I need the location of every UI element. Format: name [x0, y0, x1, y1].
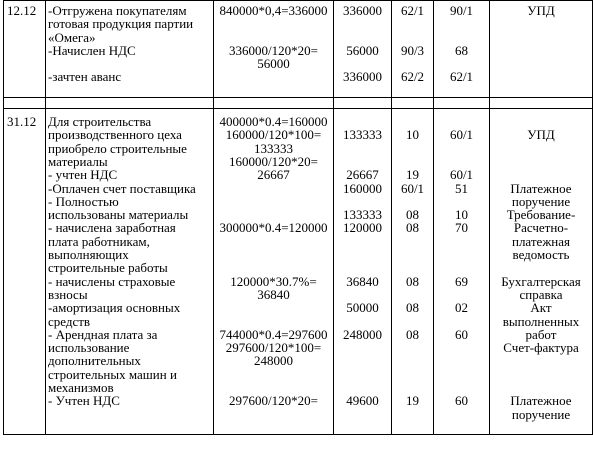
- debit-text: 08: [406, 300, 419, 316]
- operation-text: - Арендная плата за: [48, 326, 158, 342]
- operation-cell: [46, 109, 214, 435]
- operation-text: материалы: [48, 153, 108, 169]
- document-text: ведомость: [512, 247, 570, 263]
- debit-text: 90/3: [400, 42, 425, 58]
- blank-line: [392, 421, 433, 434]
- blank-line: [434, 31, 489, 44]
- blank-line: [334, 142, 391, 155]
- credit-text: 02: [455, 300, 468, 316]
- blank-line: [434, 408, 489, 421]
- amount-text: 120000: [343, 220, 382, 236]
- spacer-cell: [334, 98, 392, 109]
- blank-line: [392, 381, 433, 394]
- operation-text: приобрело строительные: [48, 140, 187, 156]
- blank-line: [334, 115, 391, 128]
- calculation-text: 744000*0.4=297600: [219, 326, 328, 342]
- operation-text: -Отгружена покупателям: [48, 3, 187, 18]
- debit-text: 60/1: [400, 180, 425, 196]
- debit-text: 19: [406, 167, 419, 183]
- amount-text: 160000: [343, 180, 382, 196]
- blank-line: [434, 354, 489, 367]
- blank-line: [214, 208, 333, 221]
- credit-text: 10: [455, 207, 468, 223]
- debit-text: 62/1: [400, 3, 425, 18]
- blank-line: [434, 288, 489, 301]
- calculation-text: 297600/120*20=: [229, 393, 318, 409]
- debit-text: 19: [406, 393, 419, 409]
- blank-line: [334, 288, 391, 301]
- credit-text: 62/1: [449, 69, 474, 85]
- calculation-cell: [214, 109, 334, 435]
- operation-text: Для строительства: [48, 114, 152, 130]
- blank-line: [392, 341, 433, 354]
- blank-line: [214, 182, 333, 195]
- credit-text: 70: [455, 220, 468, 236]
- date-cell: [4, 109, 46, 435]
- blank-line: [434, 142, 489, 155]
- blank-line: [490, 31, 592, 44]
- credit-text: 60/1: [449, 167, 474, 183]
- blank-line: [392, 408, 433, 421]
- blank-line: [434, 235, 489, 248]
- document-text: Платежное: [510, 180, 572, 196]
- document-text: Расчетно-: [513, 220, 569, 236]
- document-text: Акт: [530, 300, 552, 316]
- operation-text: - Учтен НДС: [48, 393, 120, 409]
- blank-line: [334, 235, 391, 248]
- blank-line: [214, 31, 333, 44]
- blank-line: [392, 142, 433, 155]
- blank-line: [334, 84, 391, 97]
- credit-cell: [434, 109, 490, 435]
- amount-cell: [334, 1, 392, 98]
- blank-line: [392, 31, 433, 44]
- blank-line: [490, 84, 592, 97]
- blank-line: [392, 354, 433, 367]
- blank-line: [214, 17, 333, 30]
- blank-line: [334, 31, 391, 44]
- blank-line: [490, 115, 592, 128]
- document-text: справка: [519, 286, 563, 302]
- document-text: УПД: [527, 127, 555, 143]
- date-cell: [4, 1, 46, 98]
- operation-text: дополнительных: [48, 353, 141, 369]
- date-text: 31.12: [7, 114, 37, 130]
- spacer-cell: [46, 98, 214, 109]
- calculation-text: 840000*0,4=336000: [219, 3, 328, 18]
- blank-line: [334, 195, 391, 208]
- blank-line: [490, 261, 592, 274]
- operation-text: -Оплачен счет поставщика: [48, 180, 196, 196]
- blank-line: [490, 168, 592, 181]
- calculation-text: 120000*30.7%=: [230, 273, 317, 289]
- operation-text: «Омега»: [48, 29, 96, 45]
- amount-text: 50000: [346, 300, 379, 316]
- blank-line: [434, 115, 489, 128]
- calculation-text: 248000: [254, 353, 293, 369]
- credit-text: 68: [455, 42, 468, 58]
- blank-line: [214, 315, 333, 328]
- row-spacer: [4, 98, 593, 109]
- document-cell: [490, 1, 593, 98]
- debit-text: 08: [406, 207, 419, 223]
- spacer-cell: [392, 98, 434, 109]
- amount-text: 248000: [343, 326, 382, 342]
- blank-line: [434, 368, 489, 381]
- blank-line: [392, 235, 433, 248]
- credit-text: 60: [455, 393, 468, 409]
- blank-line: [392, 315, 433, 328]
- amount-text: 36840: [346, 273, 379, 289]
- blank-line: [434, 155, 489, 168]
- calculation-text: 400000*0.4=160000: [219, 114, 328, 130]
- blank-line: [46, 408, 213, 421]
- blank-line: [392, 57, 433, 70]
- blank-line: [434, 17, 489, 30]
- blank-line: [334, 57, 391, 70]
- debit-text: 62/2: [400, 69, 425, 85]
- document-cell: [490, 109, 593, 435]
- blank-line: [46, 84, 213, 97]
- blank-line: [434, 248, 489, 261]
- debit-cell: [392, 1, 434, 98]
- operation-cell: [46, 1, 214, 98]
- document-text: Счет-фактура: [503, 340, 579, 356]
- blank-line: [46, 421, 213, 434]
- operation-text: - начислена заработная: [48, 220, 176, 236]
- calculation-text: 336000/120*20=: [229, 42, 318, 58]
- calculation-text: 133333: [254, 140, 293, 156]
- blank-line: [334, 408, 391, 421]
- blank-line: [434, 421, 489, 434]
- blank-line: [434, 341, 489, 354]
- blank-line: [434, 381, 489, 394]
- ledger-table: [3, 0, 593, 435]
- calculation-text: 26667: [257, 167, 290, 183]
- blank-line: [334, 17, 391, 30]
- amount-text: 336000: [343, 69, 382, 85]
- blank-line: [392, 17, 433, 30]
- blank-line: [214, 248, 333, 261]
- debit-cell: [392, 109, 434, 435]
- operation-text: -зачтен аванс: [48, 69, 122, 85]
- operation-text: строительные работы: [48, 260, 168, 276]
- blank-line: [334, 315, 391, 328]
- spacer-cell: [4, 98, 46, 109]
- debit-text: 10: [406, 127, 419, 143]
- blank-line: [334, 261, 391, 274]
- blank-line: [214, 195, 333, 208]
- blank-line: [214, 84, 333, 97]
- amount-text: 26667: [346, 167, 379, 183]
- debit-text: 08: [406, 326, 419, 342]
- blank-line: [490, 57, 592, 70]
- amount-text: 336000: [343, 3, 382, 18]
- blank-line: [334, 381, 391, 394]
- credit-text: 90/1: [449, 3, 474, 18]
- amount-cell: [334, 109, 392, 435]
- blank-line: [392, 368, 433, 381]
- operation-text: -амортизация основных: [48, 300, 181, 316]
- blank-line: [334, 248, 391, 261]
- blank-line: [334, 354, 391, 367]
- blank-line: [434, 84, 489, 97]
- amount-text: 49600: [346, 393, 379, 409]
- blank-line: [490, 381, 592, 394]
- blank-line: [490, 70, 592, 83]
- operation-text: - учтен НДС: [48, 167, 118, 183]
- blank-line: [214, 408, 333, 421]
- blank-line: [392, 115, 433, 128]
- operation-text: использование: [48, 340, 130, 356]
- date-text: 12.12: [7, 3, 37, 18]
- document-text: поручение: [511, 193, 571, 209]
- debit-text: 08: [406, 220, 419, 236]
- credit-cell: [434, 1, 490, 98]
- operation-text: выполняющих: [48, 247, 129, 263]
- operation-text: готовая продукция партии: [48, 16, 194, 32]
- amount-text: 56000: [346, 42, 379, 58]
- calculation-text: 160000/120*20=: [229, 153, 318, 169]
- blank-line: [490, 44, 592, 57]
- blank-line: [214, 70, 333, 83]
- calculation-cell: [214, 1, 334, 98]
- blank-line: [434, 261, 489, 274]
- blank-line: [392, 155, 433, 168]
- blank-line: [490, 17, 592, 30]
- spacer-cell: [490, 98, 593, 109]
- document-text: Бухгалтерская: [501, 273, 581, 289]
- blank-line: [392, 195, 433, 208]
- ledger-row: [4, 1, 593, 98]
- spacer-cell: [214, 98, 334, 109]
- operation-text: - Полностью: [48, 193, 119, 209]
- blank-line: [214, 301, 333, 314]
- document-text: Требование-: [506, 207, 576, 223]
- blank-line: [490, 142, 592, 155]
- operation-text: механизмов: [48, 380, 114, 396]
- blank-line: [490, 368, 592, 381]
- blank-line: [490, 421, 592, 434]
- document-text: поручение: [511, 406, 571, 422]
- ledger-row: [4, 109, 593, 435]
- operation-text: взносы: [48, 286, 88, 302]
- operation-text: плата работникам,: [48, 233, 150, 249]
- blank-line: [334, 341, 391, 354]
- blank-line: [334, 155, 391, 168]
- blank-line: [334, 421, 391, 434]
- blank-line: [490, 155, 592, 168]
- blank-line: [392, 261, 433, 274]
- operation-text: - начислены страховые: [48, 273, 176, 289]
- blank-line: [392, 84, 433, 97]
- document-text: платежная: [511, 233, 571, 249]
- credit-text: 60: [455, 326, 468, 342]
- blank-line: [490, 354, 592, 367]
- operation-text: -Начислен НДС: [48, 42, 136, 58]
- blank-line: [434, 57, 489, 70]
- credit-text: 69: [455, 273, 468, 289]
- operation-text: средств: [48, 313, 91, 329]
- operation-text: строительных машин и: [48, 366, 177, 382]
- credit-text: 51: [455, 180, 468, 196]
- credit-text: 60/1: [449, 127, 474, 143]
- spacer-cell: [434, 98, 490, 109]
- blank-line: [334, 368, 391, 381]
- blank-line: [214, 368, 333, 381]
- amount-text: 133333: [343, 127, 382, 143]
- calculation-text: 56000: [257, 56, 290, 72]
- blank-line: [214, 261, 333, 274]
- blank-line: [214, 235, 333, 248]
- blank-line: [434, 315, 489, 328]
- calculation-text: 297600/120*100=: [225, 340, 322, 356]
- document-text: работ: [525, 326, 557, 342]
- blank-line: [214, 381, 333, 394]
- blank-line: [392, 248, 433, 261]
- debit-text: 08: [406, 273, 419, 289]
- amount-text: 133333: [343, 207, 382, 223]
- document-text: выполненных: [502, 313, 580, 329]
- blank-line: [392, 288, 433, 301]
- calculation-text: 160000/120*100=: [225, 127, 322, 143]
- document-text: УПД: [527, 3, 555, 18]
- calculation-text: 36840: [257, 286, 290, 302]
- blank-line: [434, 195, 489, 208]
- calculation-text: 300000*0.4=120000: [219, 220, 328, 236]
- blank-line: [46, 57, 213, 70]
- document-text: Платежное: [510, 393, 572, 409]
- operation-text: производственного цеха: [48, 127, 182, 143]
- blank-line: [214, 421, 333, 434]
- operation-text: использованы материалы: [48, 207, 189, 223]
